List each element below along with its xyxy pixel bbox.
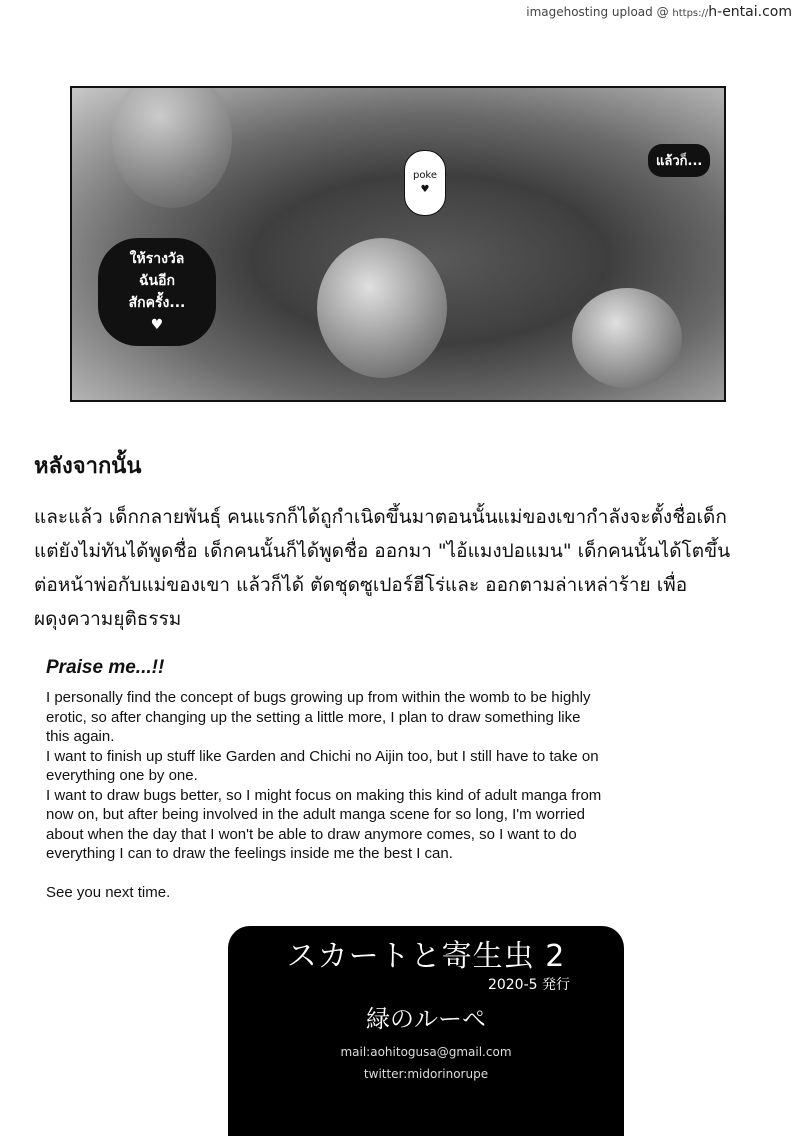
- thai-line: และแล้ว เด็กกลายพันธุ์ คนแรกก็ได้ถูกำเนิดขึ้นมาตอนนั้นแม่ของเขากำลังจะตั้งชื่อเด็ก: [34, 506, 727, 528]
- publish-date: 2020-5 発行: [487, 977, 570, 993]
- afterword-line: everything I can to draw the feelings inside me the best I can.: [46, 845, 453, 862]
- bubble-text: แล้วก็...: [656, 154, 703, 169]
- heart-icon: ♥: [150, 317, 164, 333]
- panel-shape: [572, 288, 682, 388]
- afterword-title: Praise me...!!: [46, 657, 165, 678]
- bubble-text: ฉันอีก: [139, 273, 175, 289]
- afterword-line: erotic, so after changing up the setting a little more, I plan to draw something like: [46, 708, 581, 726]
- afterword-line: about when the day that I won't be able to draw anymore comes, so I want to do: [46, 825, 577, 843]
- thai-line: แต่ยังไม่ทันได้พูดชื่อ เด็กคนนั้นก็ได้พูดชื่อ ออกมา "ไอ้แมงปอแมน" เด็กคนนั้นได้โตขึ้น: [34, 540, 731, 562]
- bubble-text: poke: [412, 170, 438, 181]
- banner-site[interactable]: h-entai.com: [708, 4, 792, 20]
- thai-line: ต่อหน้าพ่อกับแม่ของเขา แล้วก็ได้ ตัดชุดซูเปอร์ฮีโร่และ ออกตามล่าเหล่าร้าย เพื่อ: [34, 574, 688, 596]
- speech-bubble-right: [648, 144, 710, 177]
- panel-shape: [317, 238, 447, 378]
- thai-heading: หลังจากนั้น: [34, 454, 142, 479]
- banner-text: imagehosting upload @: [526, 5, 669, 19]
- thai-line: ผดุงความยุติธรรม: [34, 608, 182, 630]
- contact-twitter: twitter:midorinorupe: [363, 1067, 489, 1081]
- afterword-line: I personally find the concept of bugs growing up from within the womb to be highly: [46, 689, 591, 706]
- afterword-line: now on, but after being involved in the adult manga scene for so long, I'm worried: [46, 806, 586, 823]
- circle-name: 緑のルーペ: [366, 1005, 486, 1033]
- afterword-signoff: See you next time.: [46, 883, 171, 901]
- manga-panel: [70, 86, 726, 402]
- speech-bubble-poke: [404, 150, 446, 216]
- contact-mail: mail:aohitogusa@gmail.com: [340, 1045, 512, 1059]
- bubble-text: ให้รางวัล: [129, 251, 185, 267]
- text-column: [0, 452, 800, 1136]
- book-title: スカートと寄生虫 2: [286, 939, 566, 974]
- speech-bubble-left: [98, 238, 216, 346]
- afterword-line: I want to finish up stuff like Garden and Chichi no Aijin too, but I still have to take on: [46, 747, 599, 765]
- heart-icon: ♥: [420, 184, 430, 195]
- afterword-line: everything one by one.: [46, 767, 198, 784]
- hosting-banner[interactable]: [526, 4, 792, 20]
- banner-prefix: https://: [672, 8, 709, 19]
- thai-paragraph: [34, 500, 784, 636]
- publication-box: [228, 926, 624, 1136]
- panel-shape: [112, 86, 232, 208]
- afterword-line: I want to draw bugs better, so I might focus on making this kind of adult manga from: [46, 786, 602, 804]
- afterword-line: this again.: [46, 728, 115, 745]
- afterword-text: [46, 688, 786, 902]
- bubble-text: สักครั้ง...: [128, 295, 186, 311]
